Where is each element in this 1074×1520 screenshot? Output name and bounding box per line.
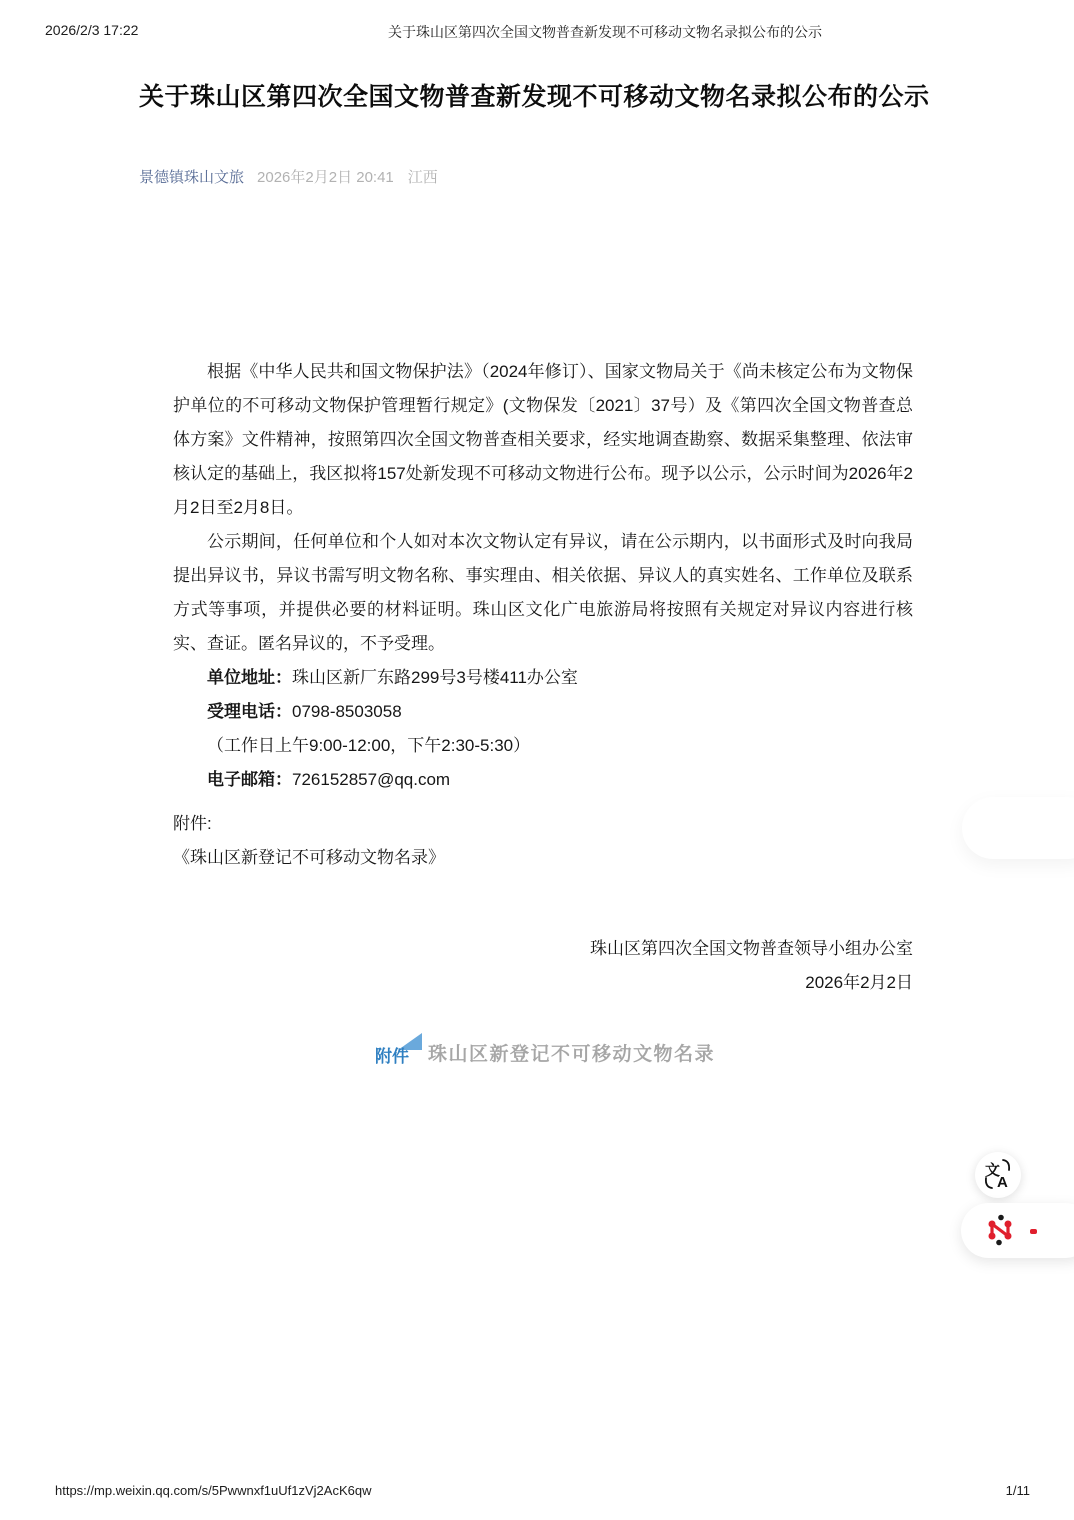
- contact-hours-line: [173, 729, 913, 763]
- signature-block: [173, 932, 913, 1000]
- print-datetime: 2026/2/3 17:22: [45, 22, 139, 38]
- attachment-badge: 附件: [375, 1047, 409, 1066]
- svg-text:文: 文: [985, 1162, 1001, 1179]
- signature-date: 2026年2月2日: [805, 973, 913, 992]
- publish-location: 江西: [407, 169, 438, 186]
- account-name-link[interactable]: 景德镇珠山文旅: [139, 169, 245, 186]
- contact-address-value: 珠山区新厂东路299号3号楼411办公室: [292, 668, 578, 687]
- graph-icon-fragment: [1030, 1229, 1037, 1234]
- attachment-note-heading: 附件:: [173, 814, 212, 833]
- contact-email-line: [173, 763, 913, 797]
- translate-button[interactable]: [975, 1152, 1021, 1198]
- signature-org: 珠山区第四次全国文物普查领导小组办公室: [590, 939, 913, 958]
- attachment-note-title: 《珠山区新登记不可移动文物名录》: [173, 848, 445, 867]
- publish-datetime: 2026年2月2日 20:41: [257, 169, 394, 186]
- contact-address-label: 单位地址：: [207, 668, 292, 687]
- contact-email-label: 电子邮箱：: [207, 770, 292, 789]
- graph-extension-button[interactable]: [961, 1203, 1074, 1258]
- attachment-title[interactable]: 珠山区新登记不可移动文物名录: [428, 1044, 716, 1065]
- contact-address-line: [173, 661, 913, 695]
- source-url: https://mp.weixin.qq.com/s/5Pwwnxf1uUf1zVj2AcK6qw: [55, 1483, 372, 1498]
- article-title: 关于珠山区第四次全国文物普查新发现不可移动文物名录拟公布的公示: [139, 83, 930, 111]
- translate-icon: [975, 1152, 1021, 1198]
- paragraph-2: 公示期间，任何单位和个人如对本次文物认定有异议，请在公示期内，以书面形式及时向我局提出异议书，异议书需写明文物名称、事实理由、相关依据、异议人的真实姓名、工作单位及联系方式等事项，并提供必要的材料证明。珠山区文化广电旅游局将按照有关规定对异议内容进行核实、查证。匿名异议的，不予受理。: [173, 532, 913, 653]
- byline: [139, 166, 438, 187]
- contact-phone-label: 受理电话：: [207, 702, 292, 721]
- node-graph-icon: [983, 1213, 1017, 1247]
- print-doc-title: 关于珠山区第四次全国文物普查新发现不可移动文物名录拟公布的公示: [388, 24, 822, 40]
- svg-text:A: A: [997, 1174, 1008, 1191]
- contact-hours-value: （工作日上午9:00-12:00，下午2:30-5:30）: [207, 736, 531, 755]
- floating-bubble[interactable]: [962, 797, 1074, 859]
- paragraph-1: 根据《中华人民共和国文物保护法》（2024年修订）、国家文物局关于《尚未核定公布为文物保护单位的不可移动文物保护管理暂行规定》(文物保发〔2021〕37号）及《第四次全国文物普查总体方案》文件精神，按照第四次全国文物普查相关要求，经实地调查勘察、数据采集整理、依法审核认定的基础上，我区拟将157处新发现不可移动文物进行公布。现予以公示，公示时间为2026年2月2日至2月8日。: [173, 362, 913, 517]
- article-body: [173, 355, 913, 1081]
- contact-email-value: 726152857@qq.com: [292, 770, 451, 789]
- contact-phone-value: 0798-8503058: [292, 702, 402, 721]
- attachment-link[interactable]: [173, 1033, 913, 1081]
- page-number: 1/11: [1005, 1483, 1030, 1498]
- contact-phone-line: [173, 695, 913, 729]
